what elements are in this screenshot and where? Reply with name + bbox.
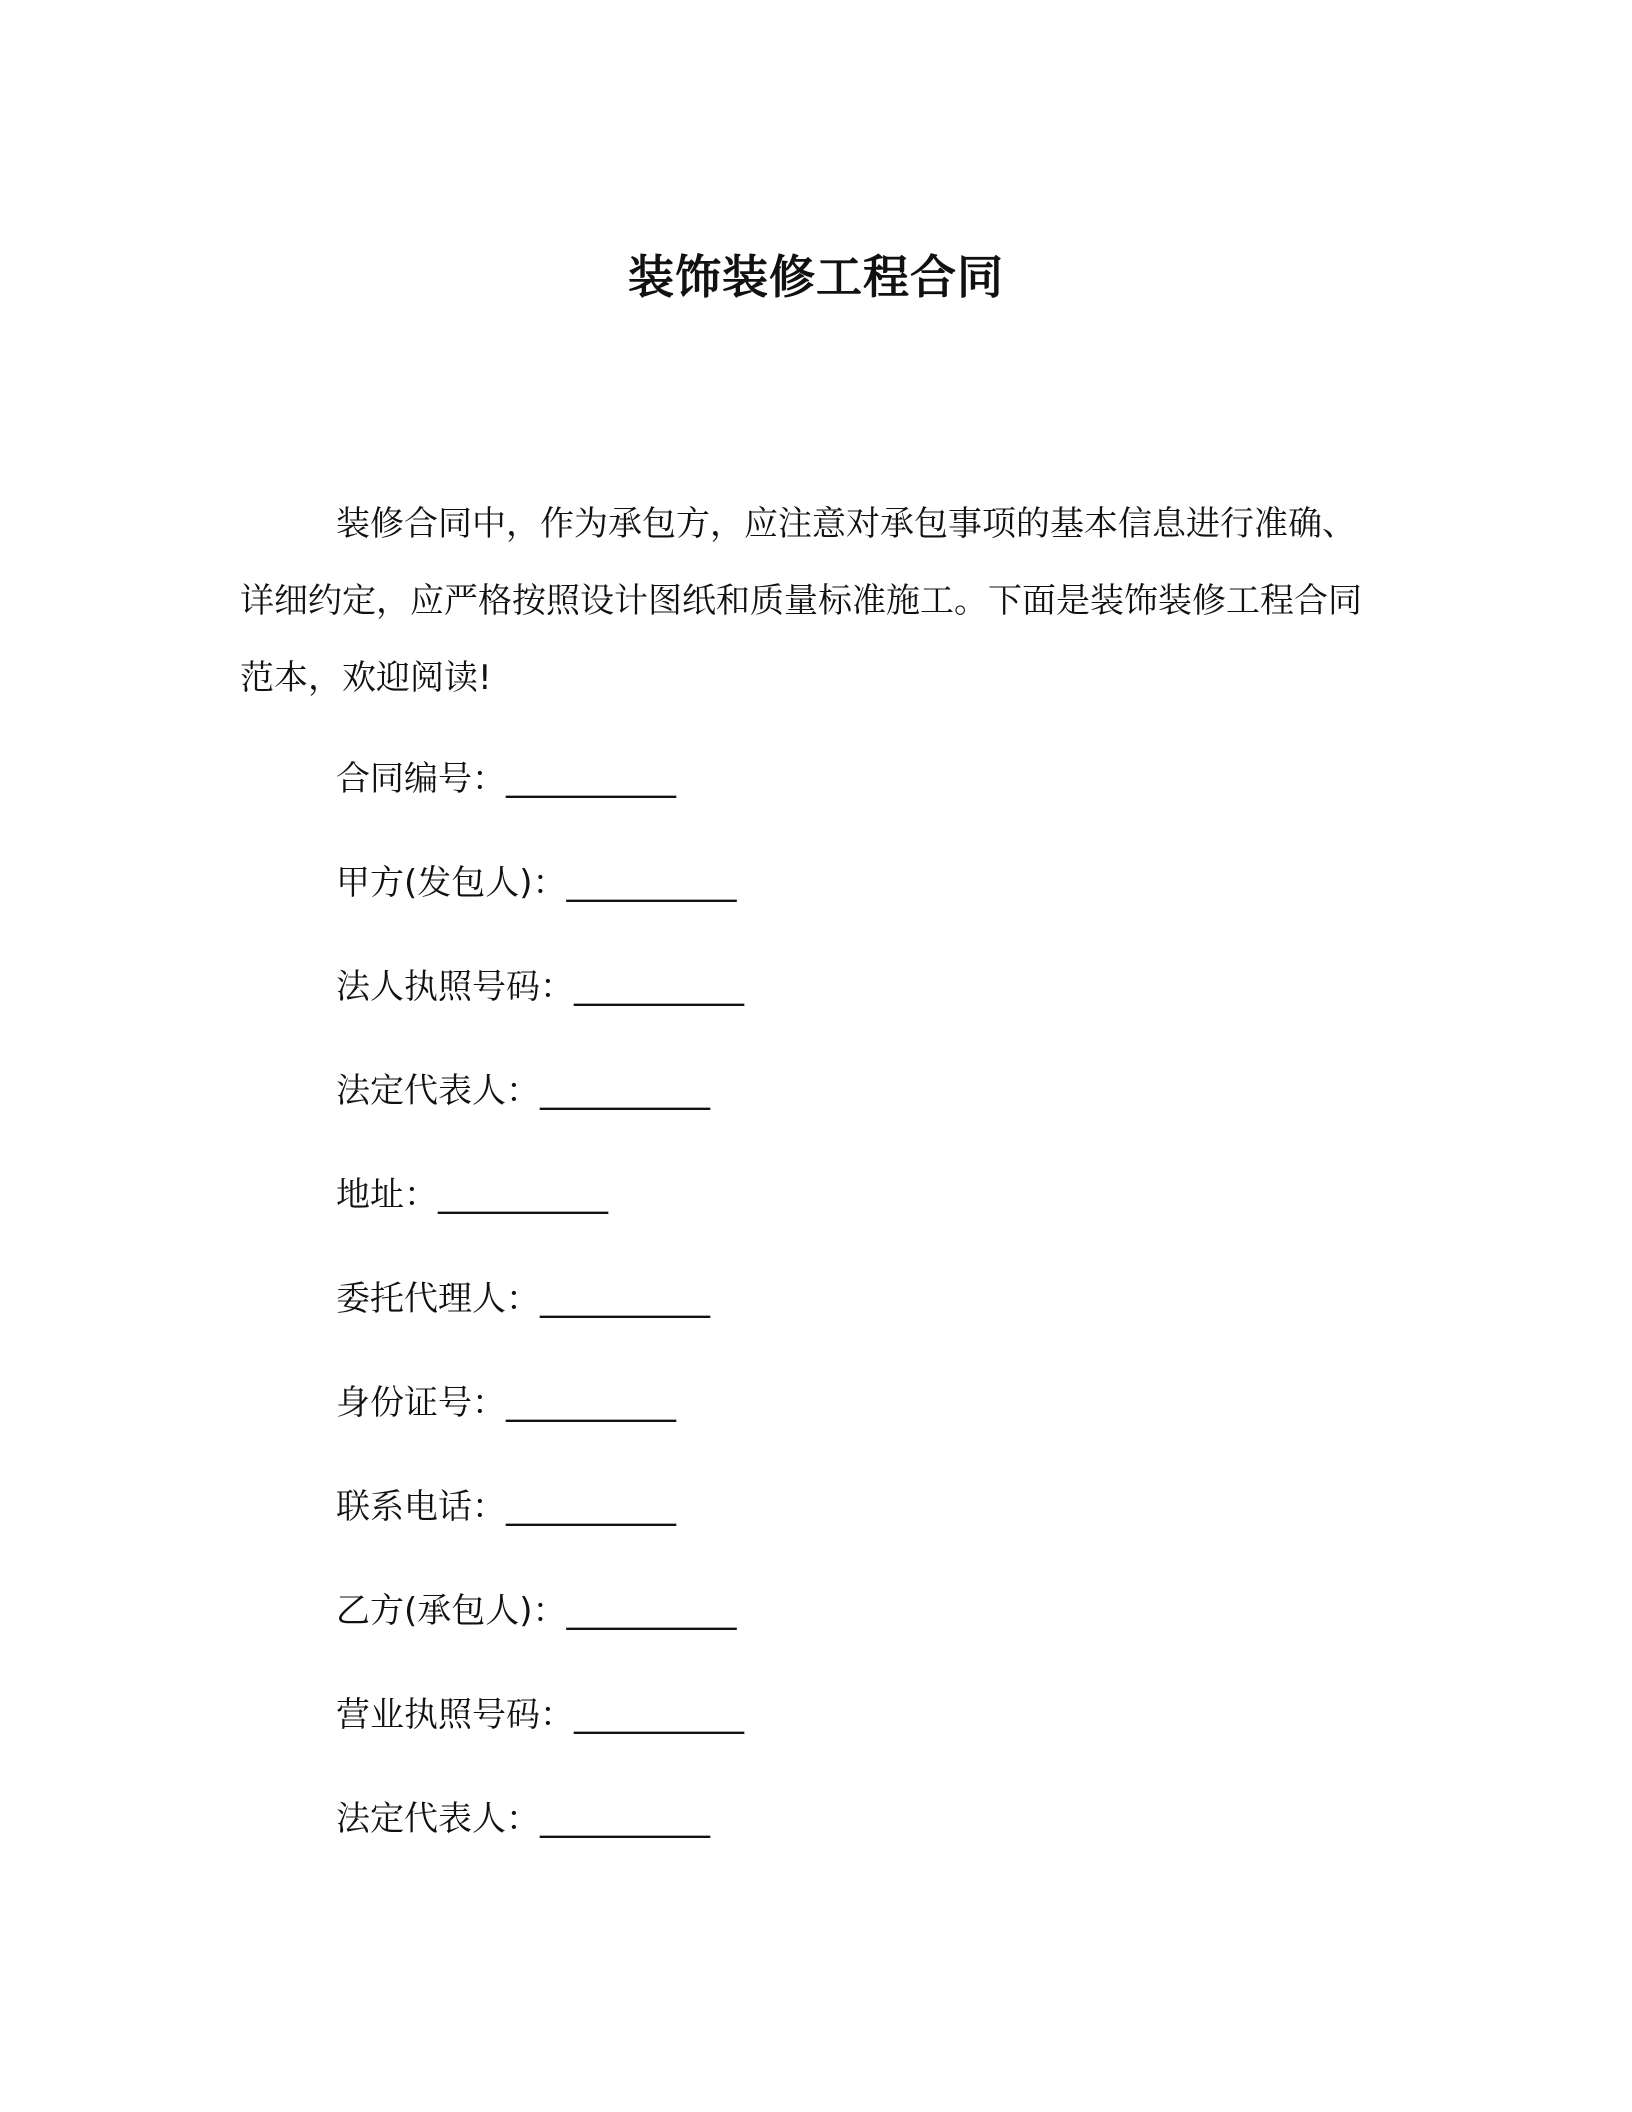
- contract-fields-list: [336, 744, 744, 1888]
- field-legal-license-number: [336, 952, 744, 1056]
- field-blank: __________: [540, 1071, 710, 1111]
- field-party-b: [336, 1576, 744, 1680]
- field-blank: __________: [574, 967, 744, 1007]
- field-label: 营业执照号码：: [336, 1695, 574, 1735]
- field-label: 委托代理人：: [336, 1279, 540, 1319]
- field-blank: __________: [540, 1799, 710, 1839]
- field-label: 法定代表人：: [336, 1799, 540, 1839]
- field-blank: __________: [574, 1695, 744, 1735]
- field-label: 乙方(承包人)：: [336, 1591, 567, 1631]
- field-blank: __________: [506, 759, 676, 799]
- field-blank: __________: [506, 1383, 676, 1423]
- intro-paragraph: 装修合同中，作为承包方，应注意对承包事项的基本信息进行准确、详细约定，应严格按照设计图纸和质量标准施工。下面是装饰装修工程合同范本，欢迎阅读!: [240, 504, 1362, 698]
- field-label: 法人执照号码：: [336, 967, 574, 1007]
- field-blank: __________: [540, 1279, 710, 1319]
- field-blank: __________: [438, 1175, 608, 1215]
- field-contract-number: [336, 744, 744, 848]
- field-blank: __________: [566, 1591, 737, 1631]
- field-phone: [336, 1472, 744, 1576]
- field-legal-representative-a: [336, 1056, 744, 1160]
- field-authorized-agent: [336, 1264, 744, 1368]
- field-label: 身份证号：: [336, 1383, 506, 1423]
- field-legal-representative-b: [336, 1784, 744, 1888]
- document-title: 装饰装修工程合同: [628, 249, 1004, 304]
- field-address: [336, 1160, 744, 1264]
- field-id-number: [336, 1368, 744, 1472]
- field-label: 合同编号：: [336, 759, 506, 799]
- field-blank: __________: [506, 1487, 676, 1527]
- field-label: 联系电话：: [336, 1487, 506, 1527]
- field-label: 地址：: [336, 1175, 438, 1215]
- field-business-license-number: [336, 1680, 744, 1784]
- field-label: 法定代表人：: [336, 1071, 540, 1111]
- field-label: 甲方(发包人)：: [336, 863, 567, 903]
- field-blank: __________: [566, 863, 737, 903]
- field-party-a: [336, 848, 744, 952]
